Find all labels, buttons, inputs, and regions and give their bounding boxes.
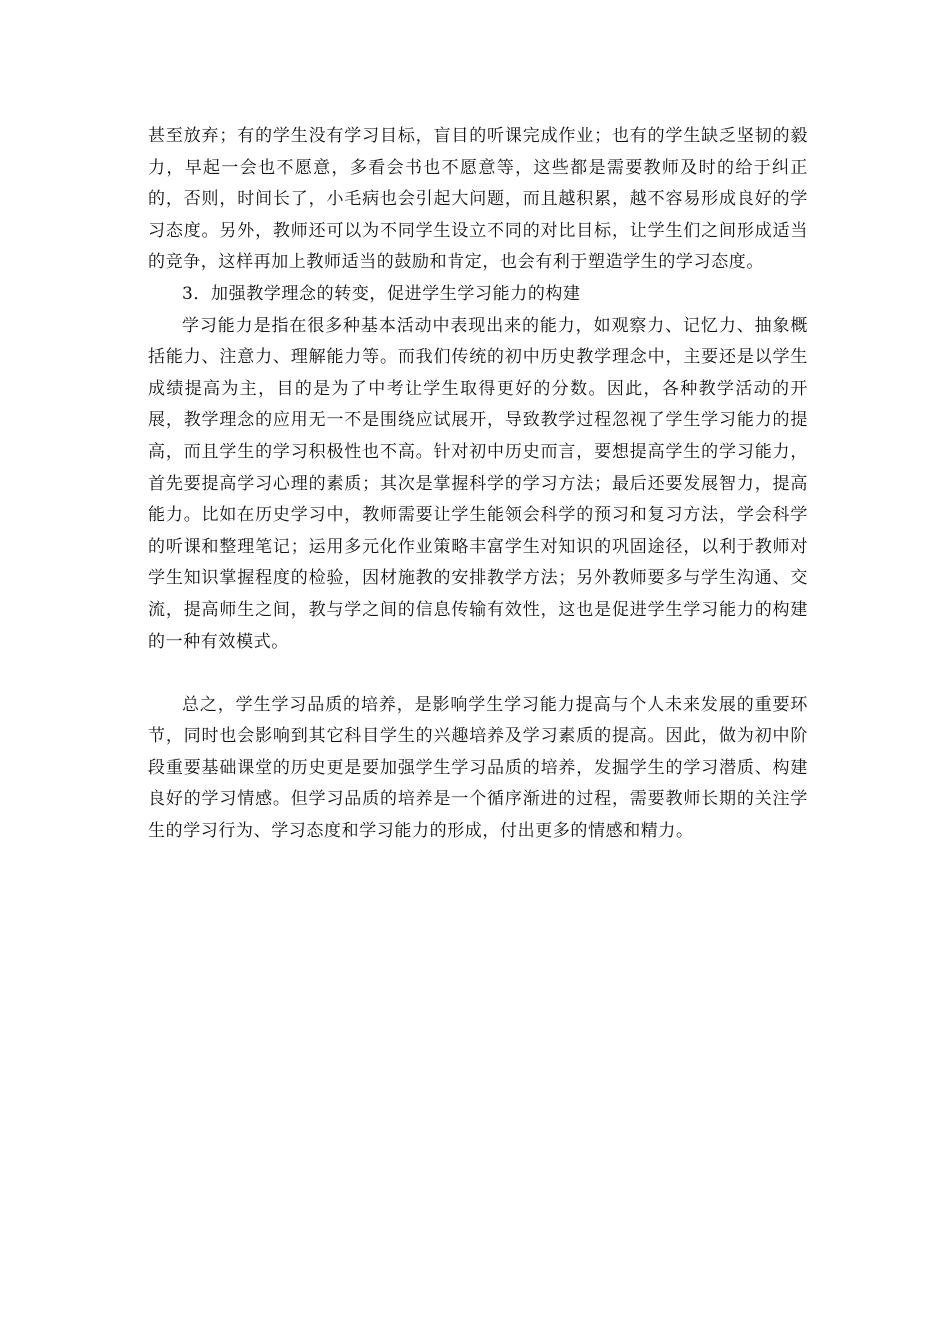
paragraph-continued: 甚至放弃；有的学生没有学习目标，盲目的听课完成作业；也有的学生缺乏坚韧的毅力，早起一会也不愿意，多看会书也不愿意等，这些都是需要教师及时的给于纠正的，否则，时间长了，小毛病也会引起大问题，而且越积累，越不容易形成良好的学习态度。另外，教师还可以为不同学生设立不同的对比目标，让学生们之间形成适当的竞争，这样再加上教师适当的鼓励和肯定，也会有利于塑造学生的学习态度。 [148, 126, 808, 273]
document-body [148, 121, 808, 848]
paragraph-spacer [148, 658, 808, 690]
paragraph-conclusion: 总之，学生学习品质的培养，是影响学生学习能力提高与个人未来发展的重要环节，同时也会影响到其它科目学生的兴趣培养及学习素质的提高。因此，做为初中阶段重要基础课堂的历史更是要加强学生学习品质的培养，发掘学生的学习潜质、构建良好的学习情感。但学习品质的培养是一个循序渐进的过程，需要教师长期的关注学生的学习行为、学习态度和学习能力的形成，付出更多的情感和精力。 [148, 694, 808, 842]
section-heading: 3．加强教学理念的转变，促进学生学习能力的构建 [182, 283, 581, 304]
paragraph-learning-ability: 学习能力是指在很多种基本活动中表现出来的能力，如观察力、记忆力、抽象概括能力、注意力、理解能力等。而我们传统的初中历史教学理念中，主要还是以学生成绩提高为主，目的是为了中考让学生取得更好的分数。因此，各种教学活动的开展，教学理念的应用无一不是围绕应试展开，导致教学过程忽视了学生学习能力的提高，而且学生的学习积极性也不高。针对初中历史而言，要想提高学生的学习能力，首先要提高学习心理的素质；其次是掌握科学的学习方法；最后还要发展智力，提高能力。比如在历史学习中，教师需要让学生能领会科学的预习和复习方法，学会科学的听课和整理笔记；运用多元化作业策略丰富学生对知识的巩固途径，以利于教师对学生知识掌握程度的检验，因材施教的安排教学方法；另外教师要多与学生沟通、交流，提高师生之间，教与学之间的信息传输有效性，这也是促进学生学习能力的构建的一种有效模式。 [148, 315, 808, 652]
